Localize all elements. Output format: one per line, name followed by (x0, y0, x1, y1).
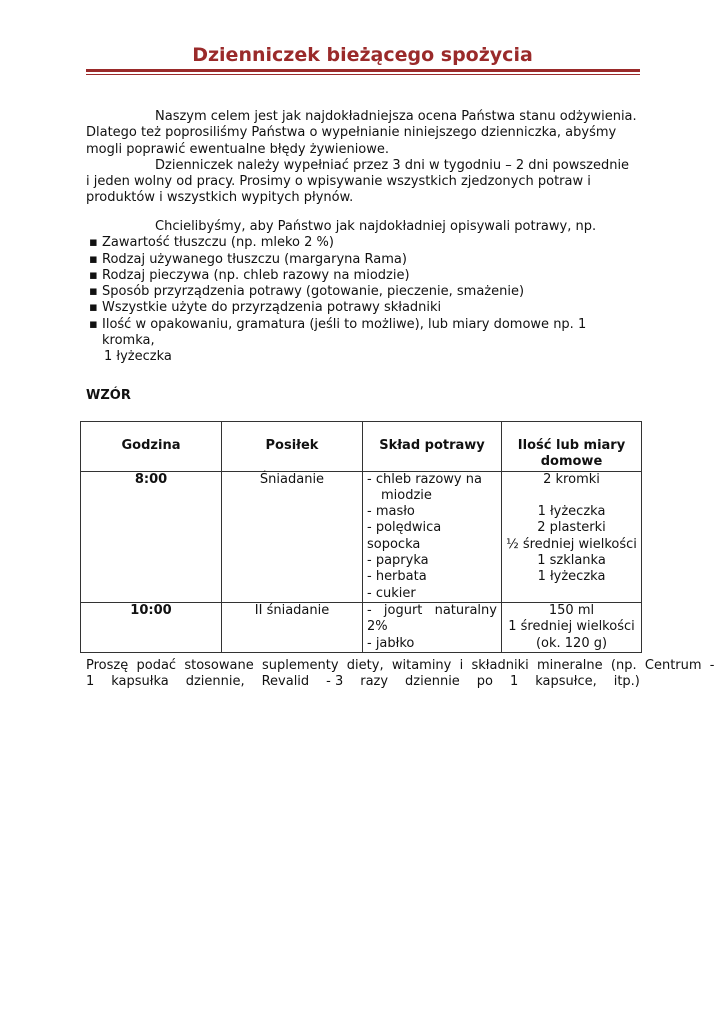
intro-paragraph-1 (86, 109, 640, 158)
list-item: ▪ Ilość w opakowaniu, gramatura (jeśli to możliwe), lub miary domowe np. 1 kromka, 1 łyżeczka (89, 316, 587, 365)
list-item: ▪ Sposób przyrządzenia potrawy (gotowanie, pieczenie, smażenie) (89, 284, 525, 300)
amount-line: 1 łyżeczka (537, 504, 606, 520)
amount-line: 2 kromki (543, 471, 600, 487)
description-section (86, 219, 640, 366)
intro-paragraph-3: Chcielibyśmy, aby Państwo jak najdokładniej opisywali potrawy, np. (155, 219, 597, 234)
list-item: ▪ Rodzaj pieczywa (np. chleb razowy na miodzie) (89, 267, 410, 283)
bullet-icon: ▪ (89, 284, 98, 300)
example-label: WZÓR (86, 388, 131, 403)
cell-time: 10:00 (81, 602, 222, 652)
text-line: 1 kapsułka dziennie, Revalid - 3 razy dziennie po 1 kapsułce, itp.) (86, 674, 640, 690)
cell-amounts (502, 602, 642, 652)
ingredient-line: - polędwica sopocka (367, 520, 442, 552)
cell-ingredients (363, 471, 502, 602)
ingredient-line: - herbata (367, 569, 427, 585)
amount-line: 2 plasterki (537, 520, 606, 536)
text-line: Dzienniczek należy wypełniać przez 3 dni w tygodniu – 2 dni powszednie (155, 157, 630, 173)
supplements-note (86, 658, 715, 691)
title-rule-thin (86, 74, 640, 75)
bullet-list (86, 235, 640, 365)
column-header-meal: Posiłek (222, 422, 363, 472)
table-row (81, 471, 642, 602)
cell-ingredients (363, 602, 502, 652)
table-row (81, 602, 642, 652)
amount-line: (ok. 120 g) (535, 635, 608, 651)
list-item: ▪ Zawartość tłuszczu (np. mleko 2 %) (89, 235, 334, 251)
ingredient-line: - jogurt naturalny (367, 602, 497, 618)
title-rule-thick (86, 69, 640, 72)
text-line: i jeden wolny od pracy. Prosimy o wpisywanie wszystkich zjedzonych potraw i (86, 174, 591, 190)
cell-amounts (502, 471, 642, 602)
ingredient-line: 2% (367, 619, 388, 635)
amount-line: 1 łyżeczka (537, 569, 606, 585)
amount-line: 150 ml (548, 602, 595, 618)
text-line: produktów i wszystkich wypitych płynów. (86, 190, 354, 206)
example-table (80, 421, 642, 653)
intro-section (86, 109, 640, 207)
cell-time: 8:00 (81, 471, 222, 602)
amount-line (506, 488, 637, 504)
column-header-time: Godzina (81, 422, 222, 472)
amount-line: 1 średniej wielkości (508, 619, 635, 635)
amount-line: ½ średniej wielkości (506, 536, 637, 552)
ingredient-line: - jabłko (367, 635, 415, 651)
bullet-icon: ▪ (89, 251, 98, 267)
ingredient-line: miodzie (381, 487, 432, 503)
column-header-ingredients: Skład potrawy (363, 422, 502, 472)
ingredient-line: - papryka (367, 553, 429, 569)
column-header-amount: Ilość lub miary domowe (502, 422, 642, 472)
bullet-icon: ▪ (89, 316, 98, 332)
bullet-icon: ▪ (89, 235, 98, 251)
text-line: Dlatego też poprosiliśmy Państwa o wypełnianie niniejszego dzienniczka, abyśmy (86, 125, 617, 141)
list-item: ▪ Wszystkie użyte do przyrządzenia potrawy składniki (89, 300, 442, 316)
document-title: Dzienniczek bieżącego spożycia (192, 44, 533, 66)
text-line: Naszym celem jest jak najdokładniejsza ocena Państwa stanu odżywienia. (155, 109, 637, 124)
ingredient-line: - masło (367, 504, 415, 520)
cell-meal: II śniadanie (222, 602, 363, 652)
ingredient-line: - cukier (367, 585, 416, 601)
text-line: mogli poprawić ewentualne błędy żywieniowe. (86, 141, 390, 157)
amount-line: 1 szklanka (537, 553, 606, 569)
cell-meal: Śniadanie (222, 471, 363, 602)
list-item: ▪ Rodzaj używanego tłuszczu (margaryna Rama) (89, 251, 407, 267)
table-header-row (81, 422, 642, 472)
ingredient-line: - chleb razowy na (367, 471, 482, 487)
bullet-icon: ▪ (89, 300, 98, 316)
text-line: Proszę podać stosowane suplementy diety, witaminy i składniki mineralne (np. Centrum - (86, 658, 715, 673)
intro-paragraph-2 (86, 158, 640, 207)
bullet-icon: ▪ (89, 267, 98, 283)
